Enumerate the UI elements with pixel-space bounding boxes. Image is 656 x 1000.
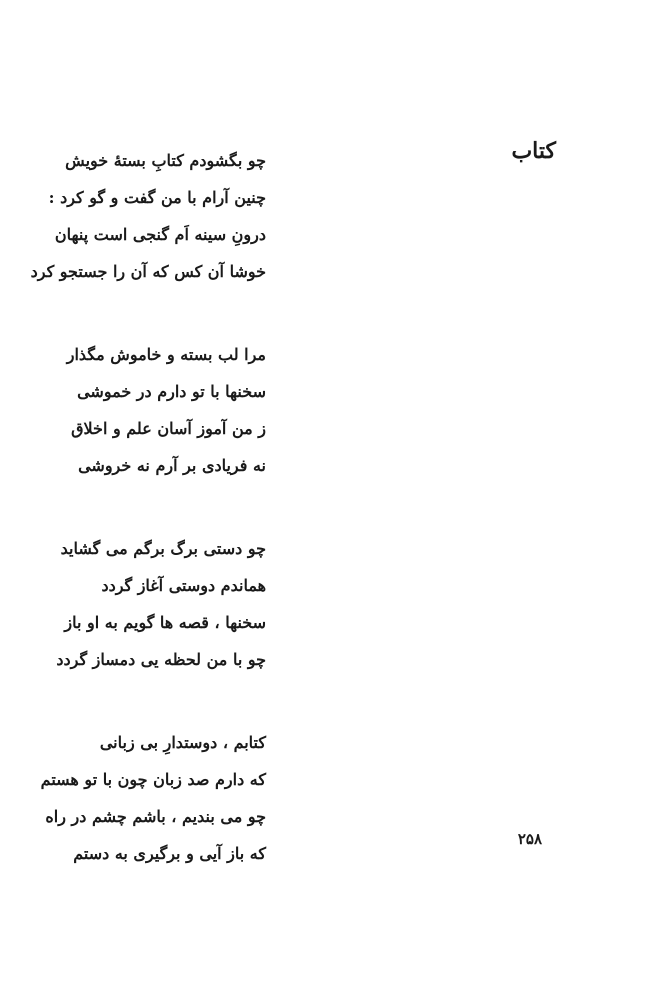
verse-line: چو بگشودم کتابِ بستهٔ خویش [65, 151, 266, 170]
stanza-1 [26, 142, 266, 290]
verse-line: سخنها ، قصه ها گویم به او باز [64, 613, 266, 632]
verse-line: کتابم ، دوستدارِ بی زبانی [99, 733, 266, 752]
stanza-4 [26, 724, 266, 872]
verse-line: خوشا آن کس که آن را جستجو کرد [30, 262, 266, 281]
poem-title: کتاب [511, 138, 556, 164]
verse-line: چو می بندیم ، باشم چشم در راه [45, 807, 266, 826]
verse-line: سخنها با تو دارم در خموشی [77, 382, 266, 401]
verse-line: چنین آرام با من گفت و گو کرد : [48, 188, 266, 207]
verse-line: چو با من لحظه یی دمساز گردد [56, 650, 266, 669]
verse-line: که باز آیی و برگیری به دستم [73, 844, 266, 863]
verse-line: مرا لب بسته و خاموش مگذار [66, 345, 266, 364]
verse-line: ز من آموز آسان علم و اخلاق [71, 419, 266, 438]
page-number: ۲۵۸ [517, 830, 542, 848]
verse-line: چو دستی برگ برگم می گشاید [60, 539, 266, 558]
stanza-2 [26, 336, 266, 484]
poem-body [26, 142, 266, 918]
verse-line: که دارم صد زبان چون با تو هستم [40, 770, 266, 789]
verse-line: درونِ سینه اَم گنجی است پنهان [54, 225, 266, 244]
verse-line: نه فریادی بر آرم نه خروشی [78, 456, 266, 475]
stanza-3 [26, 530, 266, 678]
verse-line: هماندم دوستی آغاز گردد [101, 576, 266, 595]
